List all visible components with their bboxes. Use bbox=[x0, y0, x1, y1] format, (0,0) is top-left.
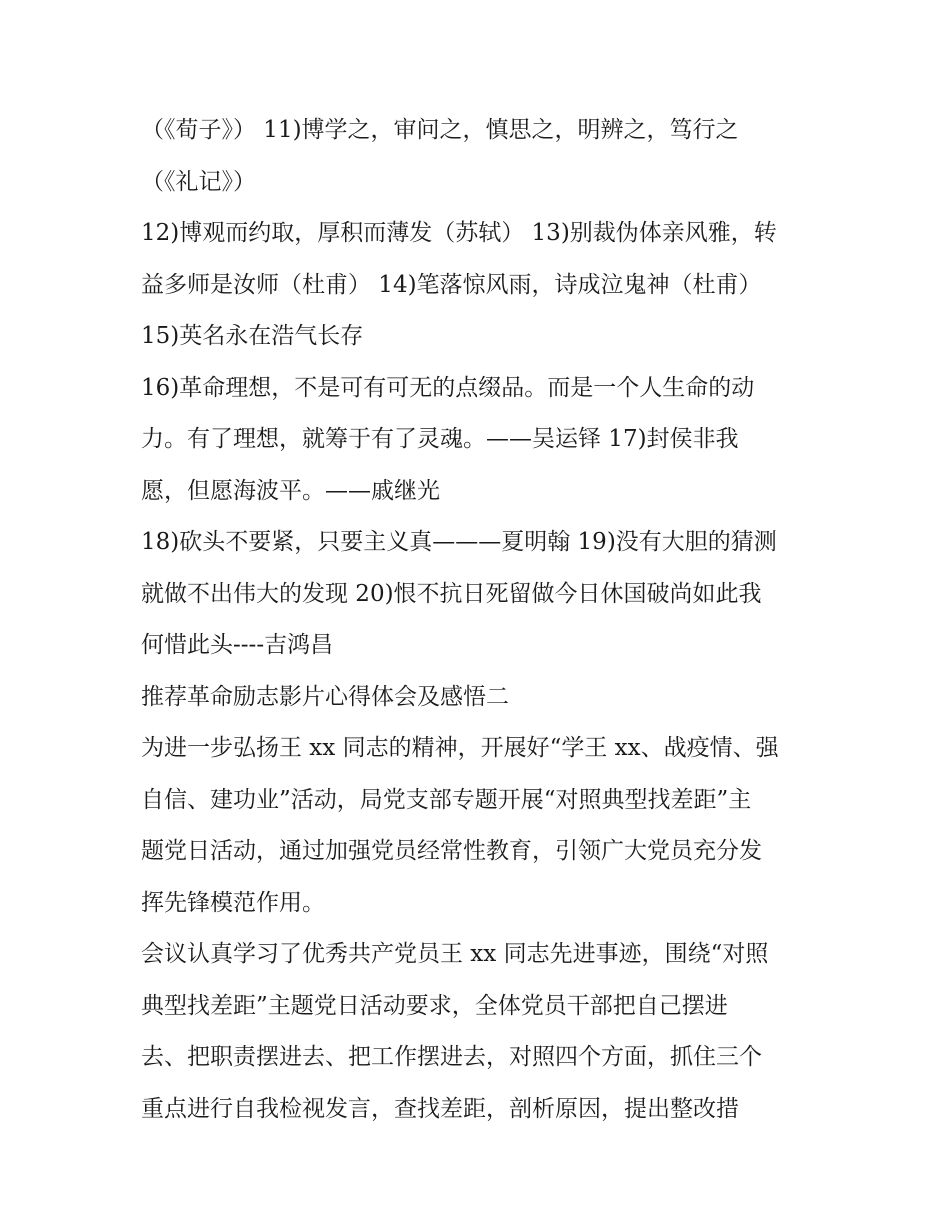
text-line: 愿，但愿海波平。——戚继光 bbox=[141, 477, 440, 504]
text-line: 去、把职责摆进去、把工作摆进去，对照四个方面，抓住三个 bbox=[141, 1044, 762, 1070]
text-line: 12)博观而约取，厚积而薄发（苏轼） 13)别裁伪体亲风雅，转 bbox=[141, 220, 777, 246]
text-line: 典型找差距”主题党日活动要求，全体党员干部把自己摆进 bbox=[141, 992, 728, 1019]
text-line: 挥先锋模范作用。 bbox=[141, 889, 325, 916]
text-line: 力。有了理想，就筹于有了灵魂。——吴运铎 17)封侯非我 bbox=[141, 426, 739, 452]
text-line: 益多师是汝师（杜甫） 14)笔落惊风雨，诗成泣鬼神（杜甫） bbox=[141, 271, 762, 298]
text-line: 何惜此头----吉鸿昌 bbox=[141, 632, 334, 658]
text-line: 重点进行自我检视发言，查找差距，剖析原因，提出整改措 bbox=[141, 1095, 739, 1122]
document-body bbox=[141, 105, 841, 1135]
text-line: 会议认真学习了优秀共产党员王 xx 同志先进事迹，围绕“对照 bbox=[141, 941, 769, 967]
section-heading: 推荐革命励志影片心得体会及感悟二 bbox=[141, 683, 509, 710]
text-line: 18)砍头不要紧，只要主义真———夏明翰 19)没有大胆的猜测 bbox=[141, 529, 777, 555]
text-line: （《荀子》） 11)博学之，审问之，慎思之，明辨之，笃行之 bbox=[141, 117, 739, 143]
text-line: 16)革命理想，不是可有可无的点缀品。而是一个人生命的动 bbox=[141, 374, 755, 401]
text-line: 为进一步弘扬王 xx 同志的精神，开展好“学王 xx、战疫情、强 bbox=[141, 735, 779, 761]
text-line: 就做不出伟大的发现 20)恨不抗日死留做今日休国破尚如此我 bbox=[141, 580, 762, 607]
text-line: （《礼记》） bbox=[141, 168, 256, 195]
text-line: 15)英名永在浩气长存 bbox=[141, 323, 364, 349]
text-line: 自信、建功业”活动，局党支部专题开展“对照典型找差距”主 bbox=[141, 786, 752, 813]
text-line: 题党日活动，通过加强党员经常性教育，引领广大党员充分发 bbox=[141, 838, 762, 864]
